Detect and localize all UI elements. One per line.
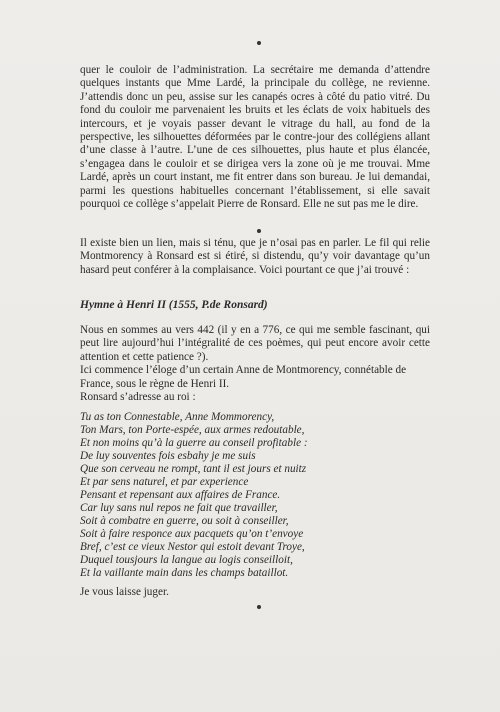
paragraph-link: Il existe bien un lien, mais si ténu, que je n’osai pas en parler. Le fil qui relie Montmorency à Ronsard est si étiré, si distendu, qu’y voir davantage qu’un hasard peut conférer à la complaisance. Voici pourtant ce que j’ai trouvé :	[80, 237, 430, 276]
end-dot-marker	[257, 605, 261, 609]
poem-line: Et non moins qu’à la guerre au conseil profitable :	[80, 437, 308, 449]
poem-line: Tu as ton Connestable, Anne Mommorency,	[80, 411, 275, 423]
poem-line: Soit à faire responce aux pacquets qu’on t’envoye	[80, 528, 304, 540]
poem-line: Et la vaillante main dans les champs bataillot.	[80, 567, 289, 579]
poem-line: Pensant et repensant aux affaires de France.	[80, 489, 281, 501]
poem-line: Car luy sans nul repos ne fait que travailler,	[80, 502, 278, 514]
section-dot-marker	[257, 229, 261, 233]
poem-excerpt	[80, 411, 430, 580]
poem-line: Et par sens naturel, et par experience	[80, 476, 249, 488]
closing-sentence: Je vous laisse juger.	[80, 586, 169, 598]
paragraph-intro: quer le couloir de l’administration. La secrétaire me demanda d’attendre quelques instants que Mme Lardé, la principale du collège, ne revienne. J’attendis donc un peu, assise sur les canapés ocres à côté du patio vitré. Du fond du couloir me parvenaient les bruits et les éclats de voix habituels des intercours, et je voyais passer devant le vitrage du hall, au fond de la perspective, les silhouettes déformées par le contre-jour des collégiens allant d’une classe à l’autre. L’une de ces silhouettes, plus haute et plus élancée, s’engagea dans le couloir et se dirigea vers la zone où je me trouvai. Mme Lardé, après un court instant, me fit entrer dans son bureau. Je lui demandai, parmi les questions habituelles concernant l’établissement, si elle savait pourquoi ce collège s’appelait Pierre de Ronsard. Elle ne sut pas me le dire.	[80, 64, 430, 211]
poem-line: Bref, c’est ce vieux Nestor qui estoit devant Troye,	[80, 541, 305, 553]
context-line: Nous en sommes au vers 442 (il y en a 776, ce qui me semble fascinant, qui peut lire aujourd’hui l’intégralité de ces poèmes, qui peut encore avoir cette attention et cette patience ?).	[80, 324, 430, 363]
poem-line: Duquel tousjours la langue au logis conseilloit,	[80, 554, 293, 566]
poem-line: Que son cerveau ne rompt, tant il est jours et nuitz	[80, 463, 307, 475]
page-dot-marker	[257, 41, 261, 45]
paragraph-context	[80, 324, 430, 404]
poem-heading: Hymne à Henri II (1555, P.de Ronsard)	[80, 299, 268, 311]
poem-line: Soit à combatre en guerre, ou soit à conseiller,	[80, 515, 289, 527]
poem-line: De luy souventes fois esbahy je me suis	[80, 450, 256, 462]
context-line: Ici commence l’éloge d’un certain Anne de Montmorency, connétable de France, sous le règne de Henri II.	[80, 364, 407, 390]
poem-line: Ton Mars, ton Porte-espée, aux armes redoutable,	[80, 424, 305, 436]
context-line: Ronsard s’adresse au roi :	[80, 391, 196, 404]
